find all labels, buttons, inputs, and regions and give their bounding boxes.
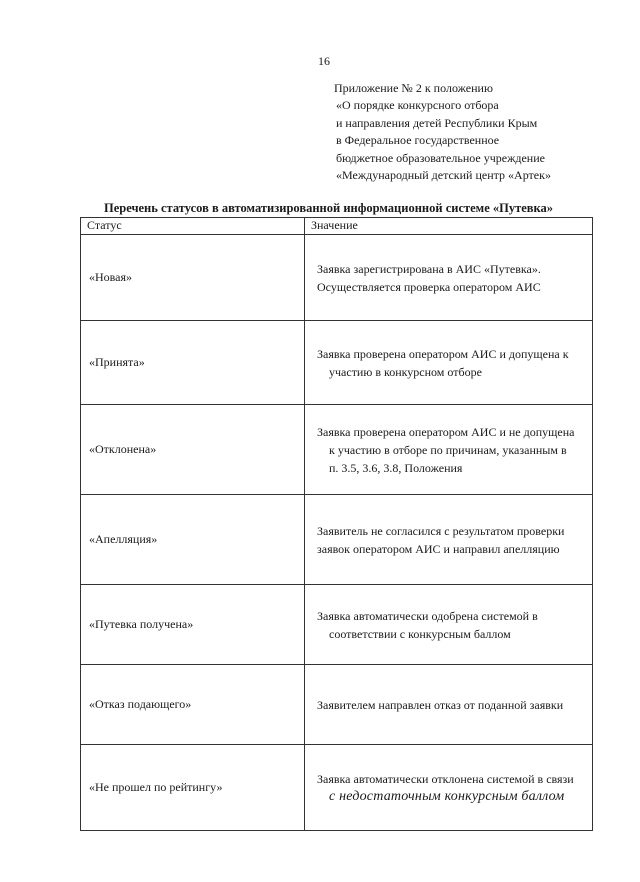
table-header-row xyxy=(81,218,593,235)
value-cell xyxy=(305,495,593,585)
table-row xyxy=(81,321,593,405)
document-title: Перечень статусов в автоматизированной информационной системе «Путевка» xyxy=(104,201,554,215)
value-cell xyxy=(305,405,593,495)
column-header-value: Значение xyxy=(305,218,593,235)
annex-line: и направления детей Республики Крым xyxy=(336,115,538,130)
table-row xyxy=(81,585,593,665)
status-cell: «Принята» xyxy=(81,321,305,405)
value-line: Осуществляется проверка оператором АИС xyxy=(317,279,541,294)
table-row xyxy=(81,495,593,585)
status-cell: «Не прошел по рейтингу» xyxy=(81,745,305,831)
value-line: п. 3.5, 3.6, 3.8, Положения xyxy=(329,460,463,475)
value-cell xyxy=(305,745,593,831)
annex-header xyxy=(334,80,624,184)
table-row xyxy=(81,745,593,831)
value-line: Заявка проверена оператором АИС и допущена к xyxy=(317,346,569,361)
value-line: Заявка автоматически одобрена системой в xyxy=(317,608,538,623)
status-cell: «Отклонена» xyxy=(81,405,305,495)
annex-line: «О порядке конкурсного отбора xyxy=(336,98,499,113)
status-table xyxy=(80,217,593,831)
annex-line: «Международный детский центр «Артек» xyxy=(336,168,551,183)
value-cell xyxy=(305,585,593,665)
status-cell: «Новая» xyxy=(81,235,305,321)
value-line: заявок оператором АИС и направил апелляцию xyxy=(317,541,560,556)
table-row xyxy=(81,665,593,745)
value-line: Заявитель не согласился с результатом проверки xyxy=(317,523,565,538)
value-line: Заявителем направлен отказ от поданной заявки xyxy=(317,697,564,712)
value-line: соответствии с конкурсным баллом xyxy=(329,626,511,641)
value-cell xyxy=(305,665,593,745)
value-line: к участию в отборе по причинам, указанным в xyxy=(329,442,567,457)
table-row xyxy=(81,235,593,321)
page-number: 16 xyxy=(318,54,330,68)
value-line: Заявка проверена оператором АИС и не допущена xyxy=(317,424,575,439)
table-row xyxy=(81,405,593,495)
status-cell: «Отказ подающего» xyxy=(81,665,305,745)
status-cell: «Апелляция» xyxy=(81,495,305,585)
annex-line: Приложение № 2 к положению xyxy=(334,81,493,95)
annex-line: бюджетное образовательное учреждение xyxy=(336,150,545,165)
value-line: Заявка зарегистрирована в АИС «Путевка». xyxy=(317,261,541,276)
handwritten-line: с недостаточным конкурсным баллом xyxy=(329,788,565,804)
value-cell xyxy=(305,235,593,321)
value-line: участию в конкурсном отборе xyxy=(329,364,482,379)
value-cell xyxy=(305,321,593,405)
status-cell: «Путевка получена» xyxy=(81,585,305,665)
column-header-status: Статус xyxy=(81,218,305,235)
annex-line: в Федеральное государственное xyxy=(336,133,500,148)
value-line: Заявка автоматически отклонена системой в связи xyxy=(317,771,574,786)
